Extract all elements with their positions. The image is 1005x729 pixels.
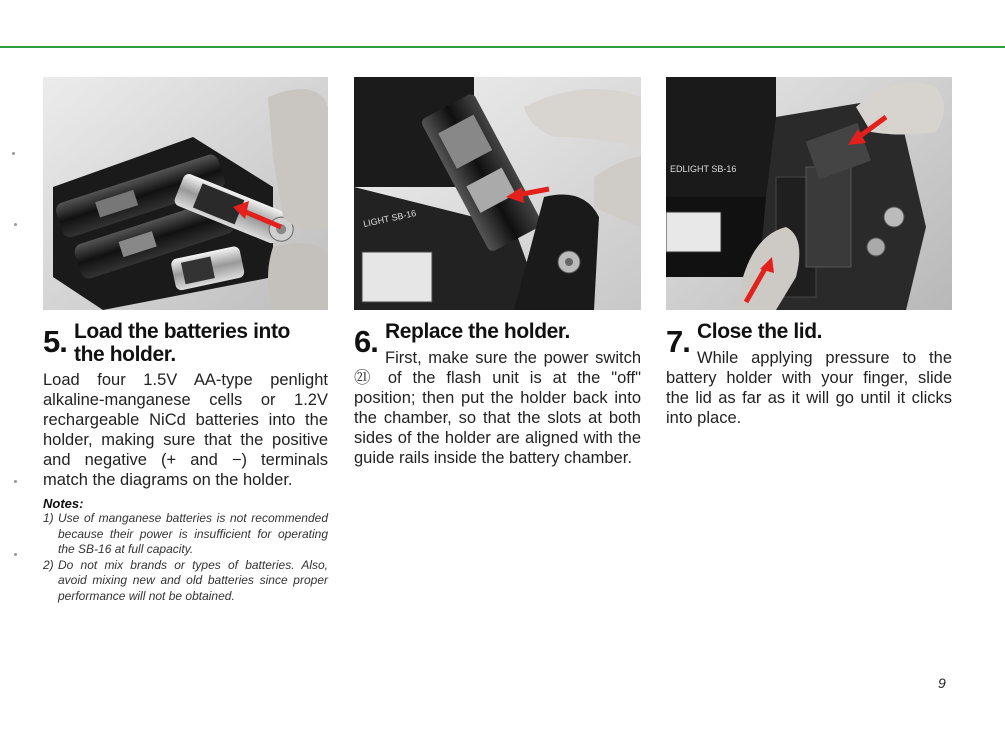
step-6-title: Replace the holder. <box>385 320 570 343</box>
step-7-body: While applying pressure to the battery holder with your finger, slide the lid as far as it will go until it clicks into place. <box>666 349 952 427</box>
step-5-body: Load four 1.5V AA-type penlight alkaline-manganese cells or 1.2V rechargeable NiCd batteries into the holder, making sure that the positive and negative (+ and −) terminals match the diagrams on the holder. <box>43 371 328 489</box>
note-item <box>43 511 328 558</box>
page-number: 9 <box>938 675 946 691</box>
step-5-heading <box>43 318 328 370</box>
scan-speck <box>14 553 17 556</box>
step-5-title-line2: the holder. <box>74 343 176 366</box>
scan-speck <box>14 223 17 226</box>
note-text: Use of manganese batteries is not recommended because their power is insufficient for operating the SB-16 at full capacity. <box>58 511 328 556</box>
photo-load-batteries <box>43 77 328 310</box>
step-7-heading <box>666 318 952 359</box>
note-text: Do not mix brands or types of batteries. Also, avoid mixing new and old batteries since proper performance will not be obtained. <box>58 557 328 603</box>
scan-speck <box>14 480 17 483</box>
photo3-flash-label: EDLIGHT SB-16 <box>670 164 737 174</box>
step-6-body: First, make sure the power switch ㉑ of the flash unit is at the "off" position; then put the holder back into the chamber, so that the slots at both sides of the holder are aligned with the guide rails inside the battery chamber. <box>354 349 641 467</box>
note-index: 1) <box>43 511 54 525</box>
step-5-title-line1: Load the batteries into <box>74 320 290 343</box>
step-6-number: 6. <box>354 324 378 359</box>
step-5-section <box>43 318 328 604</box>
step-7-number: 7. <box>666 324 690 359</box>
step-6-heading <box>354 318 641 359</box>
note-item <box>43 558 328 605</box>
step-7-section <box>666 318 952 428</box>
step-5-title <box>74 320 290 366</box>
step-5-number: 5. <box>43 324 67 359</box>
notes-title: Notes: <box>43 496 84 511</box>
photo-close-lid <box>666 77 952 310</box>
note-index: 2) <box>43 557 54 572</box>
photo2-flash-label: LIGHT SB-16 <box>362 207 418 229</box>
top-green-rule <box>0 46 1005 48</box>
scan-speck <box>12 152 15 155</box>
step-6-section <box>354 318 641 468</box>
step-7-title: Close the lid. <box>697 320 823 343</box>
photo-replace-holder <box>354 77 641 310</box>
